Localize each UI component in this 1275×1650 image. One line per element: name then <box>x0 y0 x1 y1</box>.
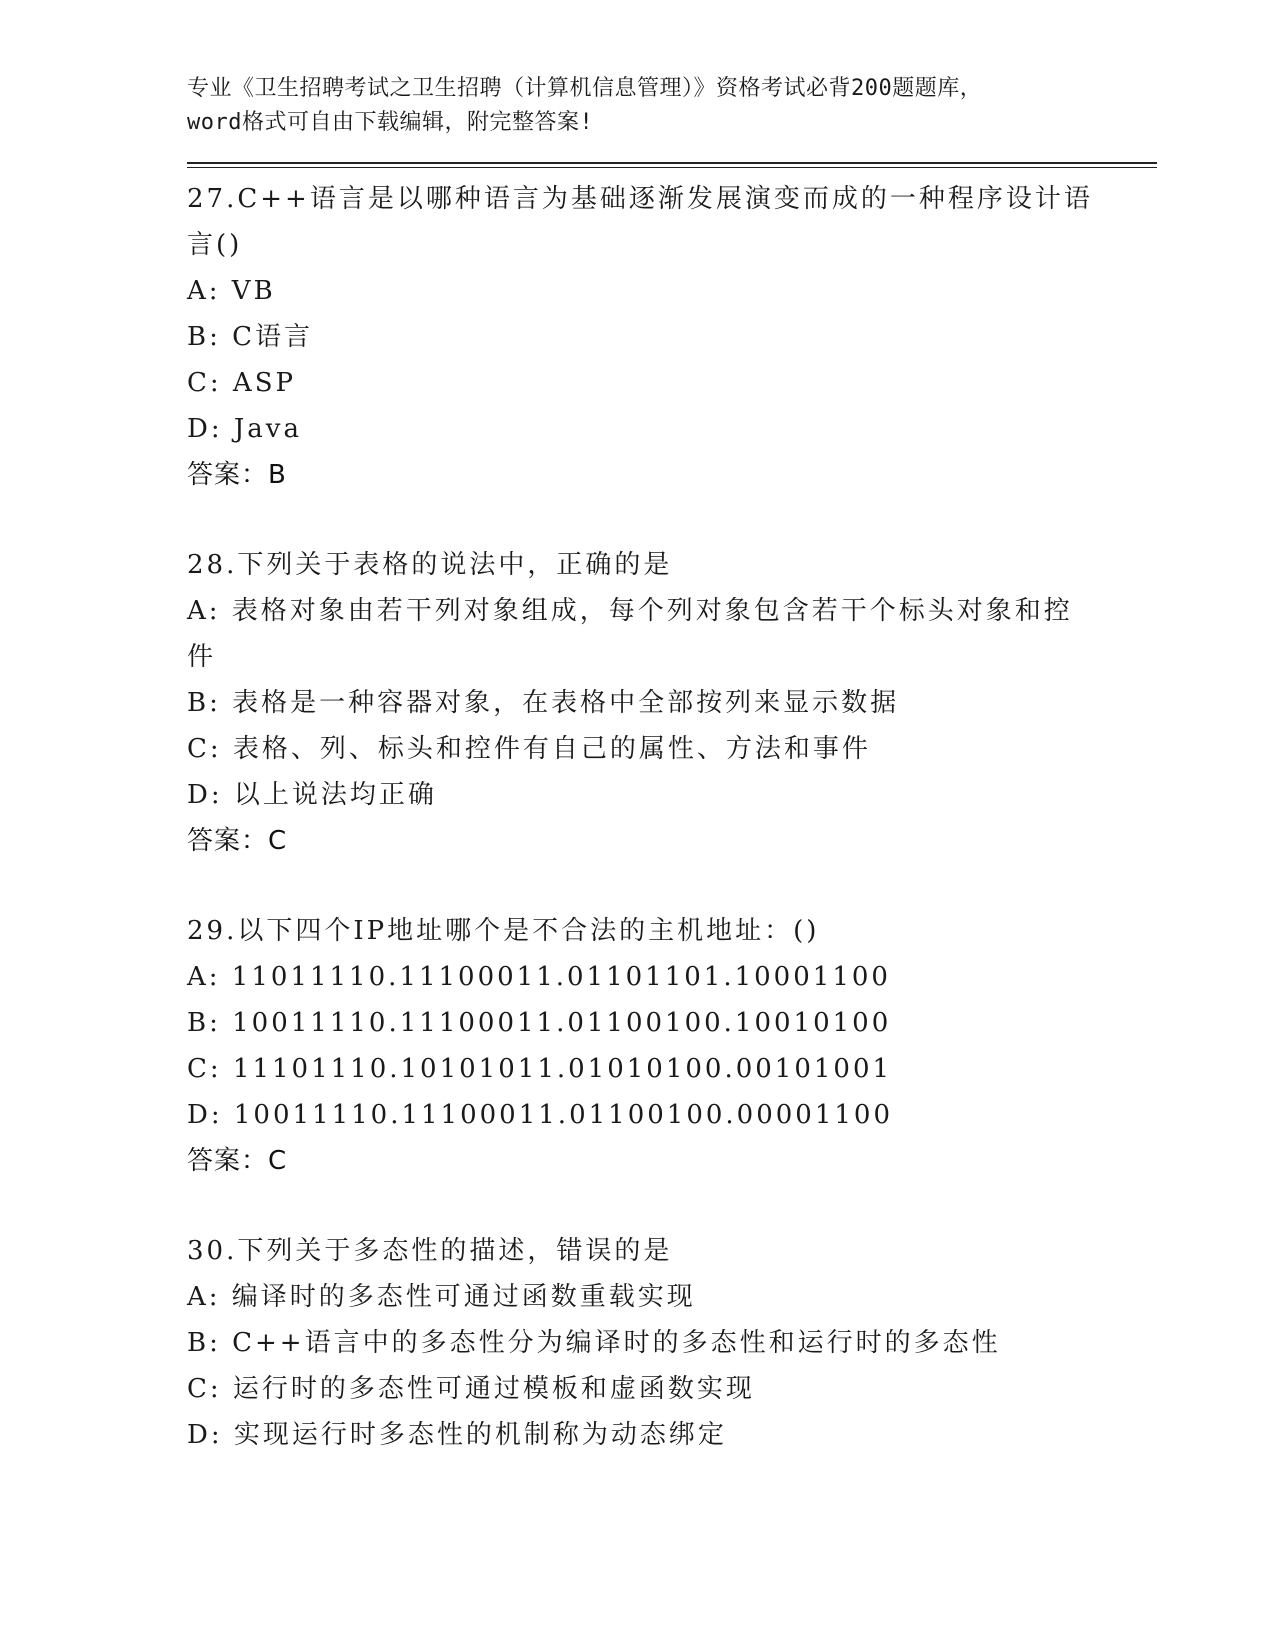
question-30 <box>187 1228 1157 1458</box>
question-27 <box>187 176 1157 498</box>
question-text: 30.下列关于多态性的描述，错误的是 <box>187 1236 673 1266</box>
answer: 答案：C <box>187 1146 288 1176</box>
header-rule <box>187 162 1157 164</box>
option-c: C: 11101110.10101011.01010100.00101001 <box>187 1054 893 1084</box>
option-d: D: 实现运行时多态性的机制称为动态绑定 <box>187 1420 727 1450</box>
option-b: B: 10011110.11100011.01100100.10010100 <box>187 1008 892 1038</box>
option-c: C: 表格、列、标头和控件有自己的属性、方法和事件 <box>187 734 871 764</box>
option-c: C: 运行时的多态性可通过模板和虚函数实现 <box>187 1374 755 1404</box>
question-text-cont: 言() <box>187 230 243 260</box>
question-29 <box>187 908 1157 1184</box>
question-text: 29.以下四个IP地址哪个是不合法的主机地址：() <box>187 916 820 946</box>
question-text: 27.C++语言是以哪种语言为基础逐渐发展演变而成的一种程序设计语 <box>187 184 1093 214</box>
answer: 答案：C <box>187 826 288 856</box>
option-b: B: 表格是一种容器对象，在表格中全部按列来显示数据 <box>187 688 900 718</box>
answer: 答案：B <box>187 460 287 490</box>
option-d: D: 10011110.11100011.01100100.00001100 <box>187 1100 894 1130</box>
header-line-2: word格式可自由下载编辑，附完整答案! <box>187 110 594 135</box>
option-c: C: ASP <box>187 368 296 398</box>
option-a: A: 11011110.11100011.01101101.10001100 <box>187 962 891 992</box>
question-list <box>187 176 1157 1458</box>
option-b: B: C语言 <box>187 322 314 352</box>
option-b: B: C++语言中的多态性分为编译时的多态性和运行时的多态性 <box>187 1328 1001 1358</box>
option-a-cont: 件 <box>187 642 217 672</box>
header-rule-thin <box>187 167 1157 168</box>
document-header <box>187 72 1087 140</box>
option-a: A: 表格对象由若干列对象组成，每个列对象包含若干个标头对象和控 <box>187 596 1073 626</box>
header-line-1: 专业《卫生招聘考试之卫生招聘（计算机信息管理）》资格考试必背200题题库， <box>187 76 983 101</box>
document-page <box>187 72 1157 1458</box>
option-a: A: 编译时的多态性可通过函数重载实现 <box>187 1282 696 1312</box>
question-28 <box>187 542 1157 864</box>
option-d: D: Java <box>187 414 302 444</box>
question-text: 28.下列关于表格的说法中，正确的是 <box>187 550 673 580</box>
option-d: D: 以上说法均正确 <box>187 780 437 810</box>
option-a: A: VB <box>187 276 276 306</box>
